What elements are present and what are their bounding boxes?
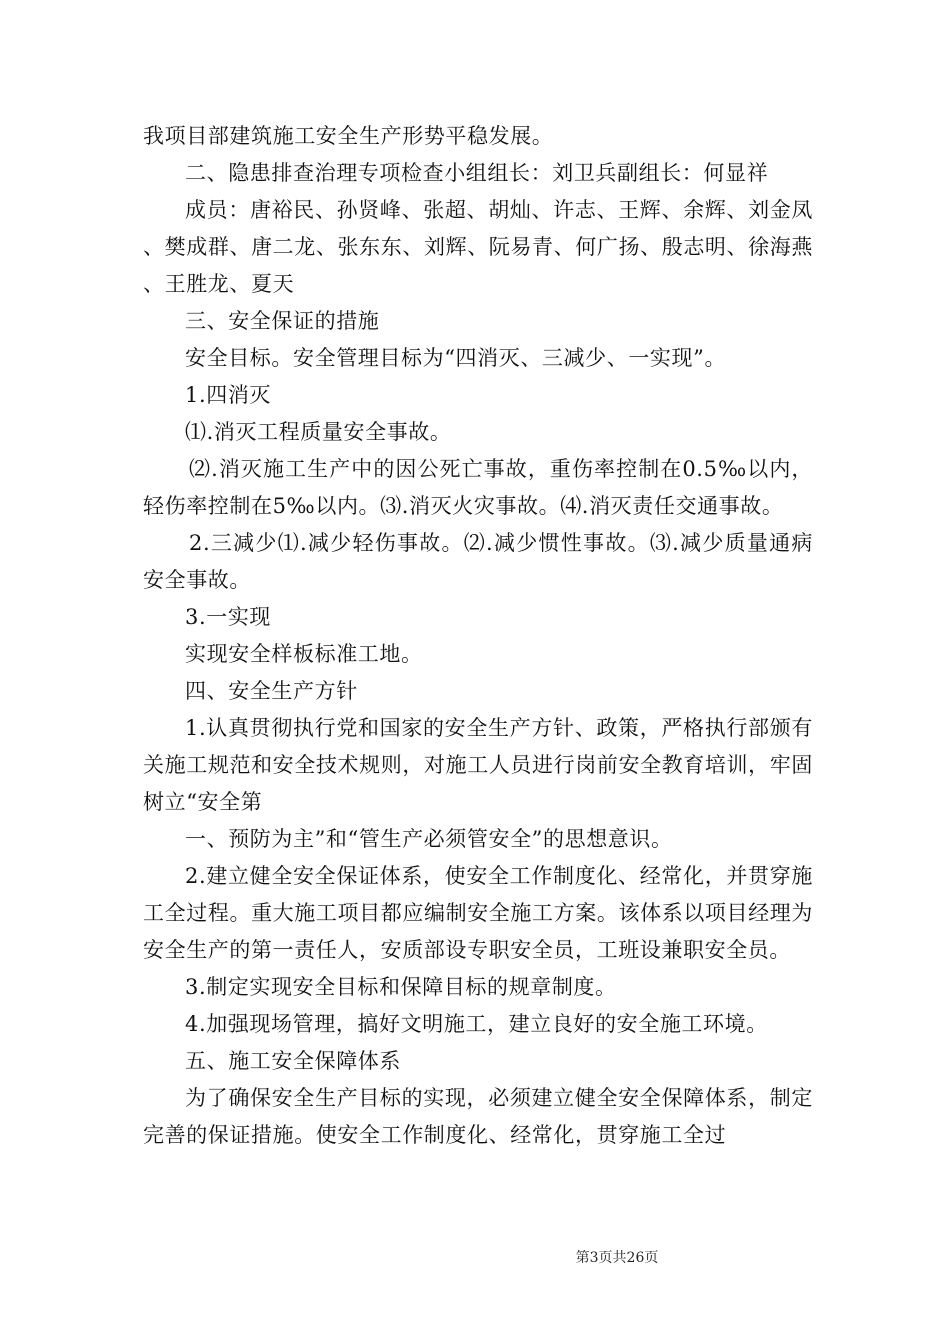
paragraph: ⑴.消灭工程质量安全事故。	[185, 420, 452, 444]
paragraph: 四、安全生产方针	[185, 679, 358, 703]
paragraph: 成员：唐裕民、孙贤峰、张超、胡灿、许志、王辉、余辉、刘金凤、樊成群、唐二龙、张东东、刘辉、阮易青、何广扬、殷志明、徐海燕、王胜龙、夏天	[143, 198, 813, 296]
paragraph: 二、隐患排查治理专项检查小组组长：刘卫兵副组长：何显祥	[185, 161, 769, 185]
paragraph: 一、预防为主”和“管生产必须管安全”的思想意识。	[185, 827, 673, 851]
paragraph: 1.四消灭	[185, 383, 272, 407]
page-number-footer: 第3页共26页	[575, 1250, 659, 1266]
paragraph: ⑵.消灭施工生产中的因公死亡事故，重伤率控制在0.5‰以内，轻伤率控制在5‰以内。⑶.消灭火灾事故。⑷.消灭责任交通事故。	[143, 457, 813, 518]
paragraph: 1.认真贯彻执行党和国家的安全生产方针、政策，严格执行部颁有关施工规范和安全技术规则，对施工人员进行岗前安全教育培训，牢固树立“安全第	[143, 716, 813, 814]
paragraph: 2.三减少⑴.减少轻伤事故。⑵.减少惯性事故。⑶.减少质量通病安全事故。	[143, 531, 813, 592]
paragraph: 3.制定实现安全目标和保障目标的规章制度。	[185, 975, 617, 999]
paragraph: 4.加强现场管理，搞好文明施工，建立良好的安全施工环境。	[185, 1012, 768, 1036]
paragraph: 3.一实现	[185, 605, 272, 629]
paragraph: 三、安全保证的措施	[185, 309, 380, 333]
paragraph: 五、施工安全保障体系	[185, 1049, 401, 1073]
paragraph: 实现安全样板标准工地。	[185, 642, 423, 666]
paragraph: 2.建立健全安全保证体系，使安全工作制度化、经常化，并贯穿施工全过程。重大施工项目都应编制安全施工方案。该体系以项目经理为安全生产的第一责任人，安质部设专职安全员，工班设兼职安全员。	[143, 864, 813, 962]
paragraph: 为了确保安全生产目标的实现，必须建立健全安全保障体系，制定完善的保证措施。使安全工作制度化、经常化，贯穿施工全过	[143, 1086, 813, 1147]
paragraph: 安全目标。安全管理目标为“四消灭、三减少、一实现”。	[185, 346, 727, 370]
paragraph: 我项目部建筑施工安全生产形势平稳发展。	[143, 124, 554, 148]
document-body	[143, 118, 813, 1154]
